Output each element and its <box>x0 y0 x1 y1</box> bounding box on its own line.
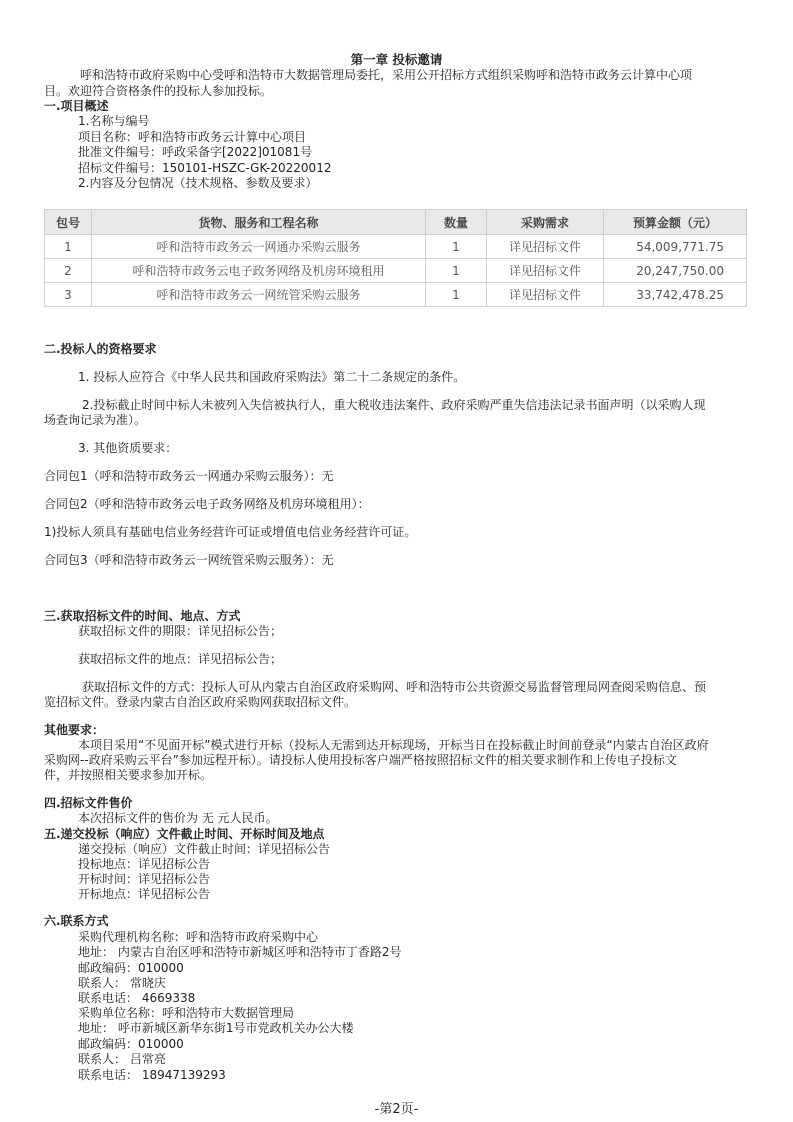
section-6-heading: 六.联系方式 <box>44 914 109 928</box>
other-line-2: 采购网--政府采购云平台”参加远程开标）。请投标人使用投标客户端严格按照招标文件的相关要求制作和上传电子投标文 <box>44 753 677 767</box>
document-price: 本次招标文件的售价为 无 元人民币。 <box>78 811 278 825</box>
submission-deadline: 递交投标（响应）文件截止时间：详见招标公告 <box>78 842 331 856</box>
lot-budget: 20,247,750.00 <box>604 259 747 283</box>
section-1-heading: 一.项目概述 <box>44 99 109 113</box>
agency-address: 地址： 内蒙古自治区呼和浩特市新城区呼和浩特市丁香路2号 <box>78 945 402 959</box>
lot-requirement: 详见招标文件 <box>487 283 604 307</box>
page-number: -第2页- <box>374 1102 419 1117</box>
obtain-place: 获取招标文件的地点：详见招标公告； <box>78 652 283 666</box>
requirement-1: 1. 投标人应符合《中华人民共和国政府采购法》第二十二条规定的条件。 <box>78 370 466 384</box>
lot-quantity: 1 <box>426 283 487 307</box>
chapter-title: 第一章 投标邀请 <box>350 52 443 67</box>
requirement-2-line-1: 2.投标截止时间中标人未被列入失信被执行人，重大税收违法案件、政府采购严重失信违法记录书面声明（以采购人现 <box>82 398 706 412</box>
section-3-heading: 三.获取招标文件的时间、地点、方式 <box>44 609 241 623</box>
header-quantity: 数量 <box>426 210 487 235</box>
opening-place: 开标地点：详见招标公告 <box>78 887 211 901</box>
approval-number: 批准文件编号：呼政采备字[2022]01081号 <box>78 145 313 159</box>
table-row <box>45 259 747 283</box>
obtain-method-line-1: 获取招标文件的方式：投标人可从内蒙古自治区政府采购网、呼和浩特市公共资源交易监督管理局网查阅采购信息、预 <box>82 680 707 694</box>
buyer-contact: 联系人： 吕常亮 <box>78 1052 166 1066</box>
intro-line-1: 呼和浩特市政府采购中心受呼和浩特市大数据管理局委托，采用公开招标方式组织采购呼和浩特市政务云计算中心项 <box>80 68 693 82</box>
section-5-heading: 五.递交投标（响应）文件截止时间、开标时间及地点 <box>44 827 325 841</box>
project-name: 项目名称：呼和浩特市政务云计算中心项目 <box>78 130 307 144</box>
buyer-name: 采购单位名称：呼和浩特市大数据管理局 <box>78 1006 295 1020</box>
lot-requirement: 详见招标文件 <box>487 235 604 259</box>
requirement-3: 3. 其他资质要求： <box>78 441 178 455</box>
lot-budget: 54,009,771.75 <box>604 235 747 259</box>
lot-2-requirement: 合同包2（呼和浩特市政务云电子政务网络及机房环境租用）： <box>44 497 370 511</box>
lot-number: 2 <box>45 259 92 283</box>
header-budget: 预算金额（元） <box>604 210 747 235</box>
obtain-method-line-2: 览招标文件。登录内蒙古自治区政府采购网获取招标文件。 <box>44 695 357 709</box>
other-line-1: 本项目采用“不见面开标”模式进行开标（投标人无需到达开标现场，开标当日在投标截止时间前登录“内蒙古自治区政府 <box>78 738 709 752</box>
intro-line-2: 目。欢迎符合资格条件的投标人参加投标。 <box>44 84 273 98</box>
lot-number: 1 <box>45 235 92 259</box>
agency-phone: 联系电话： 4669338 <box>78 991 196 1005</box>
bid-place: 投标地点：详见招标公告 <box>78 857 211 871</box>
agency-name: 采购代理机构名称：呼和浩特市政府采购中心 <box>78 930 319 944</box>
other-requirements-heading: 其他要求： <box>44 723 105 737</box>
lot-2-detail: 1)投标人须具有基础电信业务经营许可证或增值电信业务经营许可证。 <box>44 525 417 539</box>
lot-number: 3 <box>45 283 92 307</box>
buyer-address: 地址： 呼市新城区新华东街1号市党政机关办公大楼 <box>78 1021 354 1035</box>
other-line-3: 件，并按照相关要求参加开标。 <box>44 768 213 782</box>
lot-name: 呼和浩特市政务云一网通办采购云服务 <box>92 235 426 259</box>
tender-number: 招标文件编号：150101-HSZC-GK-20220012 <box>78 161 332 175</box>
opening-time: 开标时间：详见招标公告 <box>78 872 211 886</box>
lot-requirement: 详见招标文件 <box>487 259 604 283</box>
requirement-2-line-2: 场查询记录为准）。 <box>44 413 147 427</box>
lots-intro: 2.内容及分包情况（技术规格、参数及要求） <box>78 176 318 190</box>
buyer-phone: 联系电话： 18947139293 <box>78 1068 226 1082</box>
table-row <box>45 235 747 259</box>
header-requirement: 采购需求 <box>487 210 604 235</box>
lot-name: 呼和浩特市政务云一网统管采购云服务 <box>92 283 426 307</box>
lot-quantity: 1 <box>426 259 487 283</box>
name-number-label: 1.名称与编号 <box>78 114 150 128</box>
lot-1-requirement: 合同包1（呼和浩特市政务云一网通办采购云服务）：无 <box>44 469 334 483</box>
section-4-heading: 四.招标文件售价 <box>44 796 133 810</box>
obtain-period: 获取招标文件的期限：详见招标公告； <box>78 624 283 638</box>
agency-contact: 联系人： 常晓庆 <box>78 976 166 990</box>
lot-budget: 33,742,478.25 <box>604 283 747 307</box>
lot-quantity: 1 <box>426 235 487 259</box>
lot-name: 呼和浩特市政务云电子政务网络及机房环境租用 <box>92 259 426 283</box>
table-header-row <box>45 210 747 235</box>
lot-3-requirement: 合同包3（呼和浩特市政务云一网统管采购云服务）：无 <box>44 553 334 567</box>
lots-table <box>44 209 747 307</box>
table-row <box>45 283 747 307</box>
buyer-postcode: 邮政编码：010000 <box>78 1037 184 1051</box>
header-item-name: 货物、服务和工程名称 <box>92 210 426 235</box>
section-2-heading: 二.投标人的资格要求 <box>44 342 157 356</box>
header-lot: 包号 <box>45 210 92 235</box>
agency-postcode: 邮政编码：010000 <box>78 961 184 975</box>
